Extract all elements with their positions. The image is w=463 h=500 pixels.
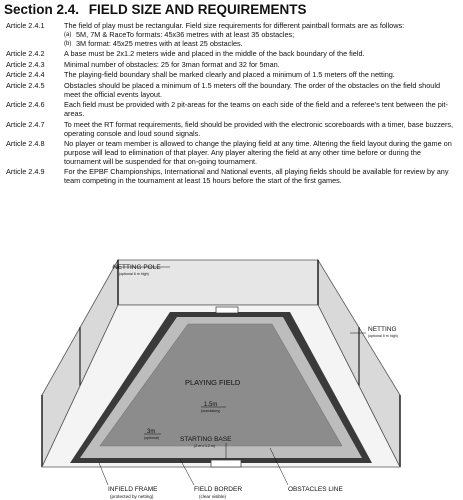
- article-2-4-2: [6, 50, 458, 59]
- article-2-4-7: [6, 121, 458, 139]
- obstacles-line-label: OBSTACLES LINE: [288, 486, 343, 493]
- netting-pole-label: NETTING POLE: [113, 264, 161, 271]
- article-number: Article 2.4.4: [6, 70, 45, 80]
- field-diagram-svg: [0, 255, 463, 500]
- articles-list: [6, 22, 458, 188]
- netting-pole-note: (optional 6 m high): [119, 272, 149, 276]
- article-text: For the EPBF Championships, International and National events, all playing fields should be available for review by any team competing in the tournament at least 15 hours before the start of the first games.: [64, 167, 449, 186]
- article-text: Minimal number of obstacles: 25 for 3man format and 32 for 5man.: [64, 59, 280, 69]
- netting-label: NETTING: [368, 326, 397, 333]
- article-text: Obstacles should be placed a minimum of 1.5 meters off the boundary. The order of the obstacles on the field should meet the official events layout.: [64, 80, 441, 99]
- starting-base-note: (2 m x 1.2 m): [194, 444, 216, 448]
- netting-note: (optional 5 m high): [368, 334, 398, 338]
- article-2-4-8: [6, 140, 458, 167]
- section-title: FIELD SIZE AND REQUIREMENTS: [88, 2, 307, 17]
- article-number: Article 2.4.3: [6, 59, 45, 69]
- article-number: Article 2.4.9: [6, 167, 45, 177]
- subitem-label: (a): [64, 31, 72, 38]
- infield-frame-note: (protected by netting): [110, 494, 154, 499]
- article-number: Article 2.4.2: [6, 49, 45, 59]
- article-text: No player or team member is allowed to change the playing field at any time. Altering the field layout during the game on purpose will lead to elimination of that player. Any player altering the field at any other time before or during the tournament will be suspended for that on-going tournament.: [64, 139, 452, 166]
- subitem-text: 3M format: 45x25 metres with at least 25 obstacles.: [76, 38, 243, 48]
- article-2-4-6: [6, 101, 458, 119]
- subitem-label: (b): [64, 40, 72, 47]
- article-text: Each field must be provided with 2 pit-areas for the teams on each side of the field and a referee's tent between the pit-areas.: [64, 100, 448, 119]
- article-number: Article 2.4.1: [6, 21, 45, 30]
- article-number: Article 2.4.8: [6, 139, 45, 149]
- article-2-4-3: [6, 61, 458, 70]
- subitem-text: 5M, 7M & RaceTo formats: 45x36 metres with at least 35 obstacles;: [76, 29, 295, 39]
- starting-base-top: [216, 307, 238, 313]
- article-subitem: [64, 40, 458, 49]
- article-text: The field of play must be rectangular. Field size requirements for different paintball formats are as follows:: [64, 21, 405, 30]
- starting-base-bottom: [211, 460, 241, 467]
- article-2-4-4: [6, 71, 458, 80]
- distance-1-5m-label: 1.5m: [204, 402, 218, 408]
- starting-base-label: STARTING BASE: [180, 436, 232, 443]
- article-number: Article 2.4.5: [6, 80, 45, 90]
- section-number: Section 2.4.: [4, 2, 80, 17]
- article-text: A base must be 2x1.2 meters wide and placed in the middle of the back boundary of the field.: [64, 49, 365, 59]
- field-border-label: FIELD BORDER: [194, 486, 243, 493]
- article-2-4-9: [6, 168, 458, 186]
- playing-field-label: PLAYING FIELD: [185, 378, 241, 387]
- distance-3m-label: 3m: [147, 429, 156, 435]
- article-text: To meet the RT format requirements, field should be provided with the electronic scoreboards with a timer, base buzzers, operating console and loud sound signals.: [64, 119, 454, 138]
- field-border-note: (clear visible): [199, 494, 227, 499]
- distance-1-5m-note: (mandatory): [201, 409, 221, 413]
- section-heading: [4, 2, 307, 17]
- infield-frame-label: INFIELD FRAME: [108, 486, 158, 493]
- article-2-4-5: [6, 82, 458, 100]
- article-2-4-1: [6, 22, 458, 49]
- field-diagram: [0, 255, 463, 500]
- article-number: Article 2.4.6: [6, 100, 45, 110]
- article-number: Article 2.4.7: [6, 119, 45, 129]
- article-text: The playing-field boundary shall be marked clearly and placed a minimum of 1.5 meters off the netting.: [64, 70, 395, 80]
- distance-3m-note: (optional): [144, 436, 159, 440]
